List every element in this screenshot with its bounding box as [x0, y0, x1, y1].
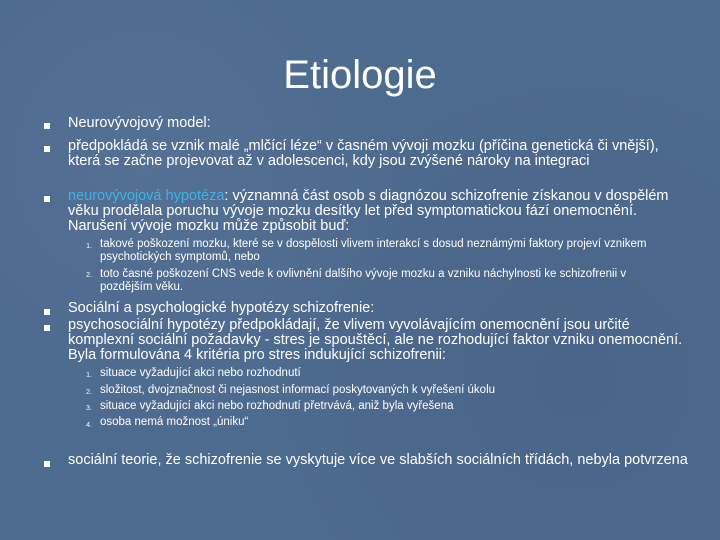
bullet-marker	[44, 123, 50, 129]
list-number: 1.	[86, 243, 92, 250]
list-item: situace vyžadující akci nebo rozhodnutí přetrvává, aniž byla vyřešena	[100, 400, 454, 412]
bullet-marker	[44, 309, 50, 315]
bullet-social-theory: sociální teorie, že schizofrenie se vyskytuje více ve slabších sociálních třídách, nebyla potvrzena	[68, 452, 688, 468]
list-item: osoba nemá možnost „úniku“	[100, 416, 249, 428]
list-item: složitost, dvojznačnost či nejasnost informací poskytovaných k vyřešení úkolu	[100, 384, 496, 396]
list-item: situace vyžadující akci nebo rozhodnutí	[100, 367, 301, 379]
bullet-silent-lesion: předpokládá se vznik malé „mlčící léze“ v časném vývoji mozku (příčina genetická či vnější), která se začne projevovat až v adolescenci, kdy jsou zvýšené nároky na integraci	[68, 138, 659, 169]
bullet-psychosocial-hypotheses: psychosociální hypotézy předpokládají, že vlivem vyvolávajícím onemocnění jsou určité komplexní sociální požadavky - stres je spouštěcí, ale ne rozhodující faktor vzniku onemocnění. Byla formulována 4 kritéria pro stres indukující schizofrenii:	[68, 317, 683, 363]
list-number: 4.	[86, 422, 92, 429]
slide-title: Etiologie	[283, 53, 437, 97]
list-number: 3.	[86, 405, 92, 412]
highlighted-term: neurovývojová hypotéza	[68, 188, 225, 204]
bullet-text: : významná část osob s diagnózou schizofrenie získanou v dospělém věku prodělala poruchu vývoje mozku desítky let před symptomatickou fází onemocnění. Narušení vývoje mozku může způsobit buď:	[68, 188, 669, 234]
bullet-social-psych-hypotheses: Sociální a psychologické hypotézy schizofrenie:	[68, 300, 375, 316]
list-item: toto časné poškození CNS vede k ovlivnění dalšího vývoje mozku a vzniku náchylnosti ke schizofrenii v pozdějším věku.	[100, 268, 627, 293]
bullet-marker	[44, 461, 50, 467]
list-number: 1.	[86, 372, 92, 379]
list-number: 2.	[86, 389, 92, 396]
bullet-marker	[44, 196, 50, 202]
list-item: takové poškození mozku, které se v dospělosti vlivem interakcí s dosud neznámými faktory projeví vznikem psychotických symptomů, nebo	[100, 238, 647, 263]
list-number: 2.	[86, 272, 92, 279]
bullet-neurodevelopmental-hypothesis	[68, 189, 688, 234]
bullet-neurodevelopmental-model: Neurovývojový model:	[68, 115, 211, 131]
bullet-marker	[44, 325, 50, 331]
bullet-marker	[44, 146, 50, 152]
